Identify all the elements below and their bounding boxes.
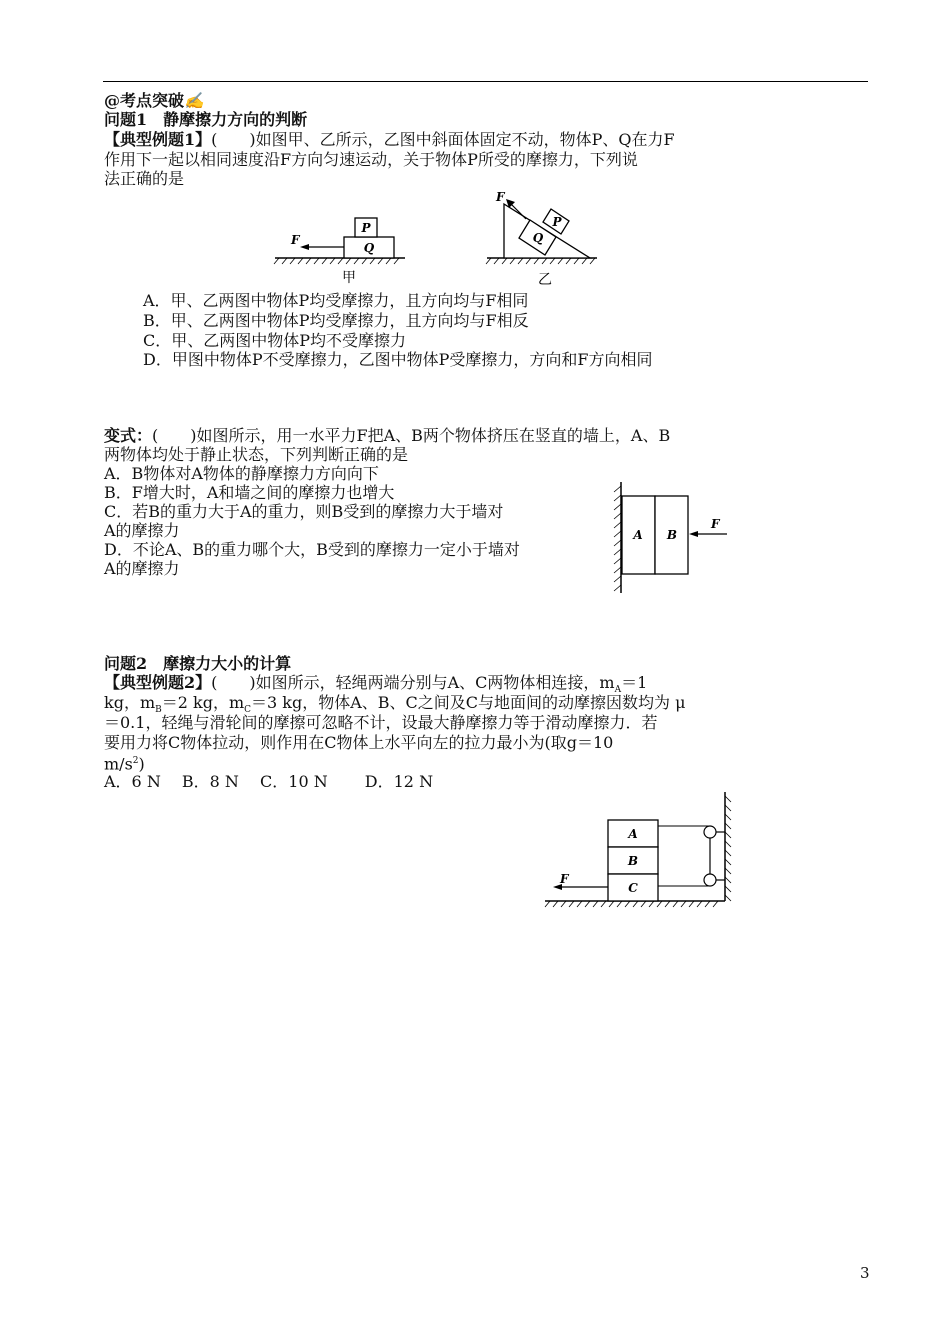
label-f-variant: F bbox=[711, 517, 720, 531]
q1-option-b: B．甲、乙两图中物体P均受摩擦力，且方向均与F相反 bbox=[143, 311, 529, 330]
q1-stem-line-3: 法正确的是 bbox=[104, 169, 185, 188]
caption-jia: 甲 bbox=[342, 270, 356, 286]
q1-heading: 问题1 静摩擦力方向的判断 bbox=[104, 110, 308, 129]
label-b-variant: B bbox=[666, 528, 678, 542]
variant-option-d: D．不论A、B的重力哪个大，B受到的摩擦力一定小于墙对 bbox=[104, 540, 520, 559]
caption-yi: 乙 bbox=[538, 272, 552, 288]
section-title-text: @考点突破 bbox=[104, 91, 185, 110]
variant-option-d-cont: A的摩擦力 bbox=[104, 559, 180, 578]
variant-option-c-cont: A的摩擦力 bbox=[104, 521, 180, 540]
label-c-q2: C bbox=[628, 881, 638, 895]
label-f-yi: F bbox=[496, 190, 505, 204]
label-f-jia: F bbox=[291, 233, 300, 247]
q2-line-1: 【典型例题2】( )如图所示，轻绳两端分别与A、C两物体相连接，$m_A=1$ bbox=[104, 673, 648, 696]
q1-option-c: C．甲、乙两图中物体P均不受摩擦力 bbox=[143, 331, 407, 350]
q1-stem-line-2: 作用下一起以相同速度沿F方向匀速运动，关于物体P所受的摩擦力，下列说 bbox=[104, 150, 638, 169]
q2-heading: 问题2 摩擦力大小的计算 bbox=[104, 654, 292, 673]
pen-icon: ✍ bbox=[184, 91, 204, 110]
label-q-yi: Q bbox=[532, 231, 544, 245]
q1-option-d: D．甲图中物体P不受摩擦力，乙图中物体P受摩擦力，方向和F方向相同 bbox=[143, 350, 653, 369]
page-number: 3 bbox=[860, 1264, 870, 1282]
pulley-top-icon bbox=[704, 826, 716, 838]
q2-options: A．6 N B．8 N C．10 N D．12 N bbox=[104, 772, 434, 791]
q2-line-3: ＝0.1，轻绳与滑轮间的摩擦可忽略不计，设最大静摩擦力等于滑动摩擦力．若 bbox=[104, 713, 658, 732]
label-a-q2: A bbox=[628, 827, 638, 841]
label-p-jia: P bbox=[361, 221, 371, 235]
q2-line-4: 要用力将C物体拉动，则作用在C物体上水平向左的拉力最小为(取g＝10 bbox=[104, 733, 614, 752]
label-p-yi: P bbox=[552, 215, 562, 229]
variant-line-1: 变式：( )如图所示，用一水平力F把A、B两个物体挤压在竖直的墙上，A、B bbox=[104, 426, 671, 445]
q1-option-a: A．甲、乙两图中物体P均受摩擦力，且方向均与F相同 bbox=[143, 291, 529, 310]
label-b-q2: B bbox=[627, 854, 639, 868]
variant-option-c: C．若B的重力大于A的重力，则B受到的摩擦力大于墙对 bbox=[104, 502, 504, 521]
label-a-variant: A bbox=[633, 528, 643, 542]
variant-line-2: 两物体均处于静止状态，下列判断正确的是 bbox=[104, 445, 409, 464]
variant-option-a: A．B物体对A物体的静摩擦力方向向下 bbox=[104, 464, 379, 483]
label-q-jia: Q bbox=[363, 241, 375, 255]
label-f-q2: F bbox=[560, 872, 569, 886]
q1-stem-line-1: 【典型例题1】( )如图甲、乙所示，乙图中斜面体固定不动，物体P、Q在力F bbox=[104, 130, 675, 149]
pulley-bottom-icon bbox=[704, 874, 716, 886]
variant-option-b: B．F增大时，A和墙之间的摩擦力也增大 bbox=[104, 483, 395, 502]
q2-line-2: kg，$m_B=2$ kg，$m_C=3$ kg，物体A、B、C之间及C与地面间的动摩擦因数均为 μ bbox=[104, 693, 686, 716]
q2-line-5: $m/s^2$) bbox=[104, 754, 145, 774]
